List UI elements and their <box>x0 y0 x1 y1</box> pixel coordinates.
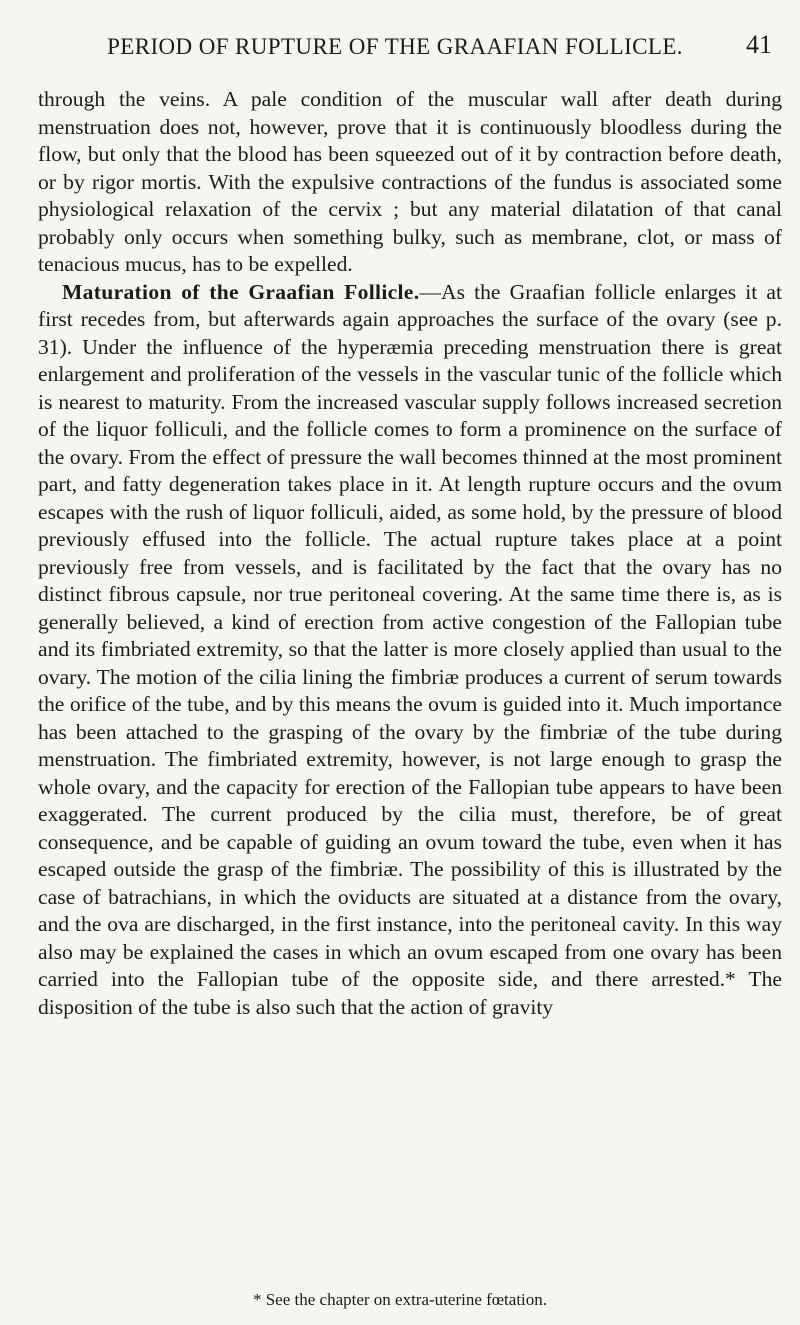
paragraph-2 <box>38 279 782 1022</box>
body-text <box>38 86 782 1021</box>
page-number: 41 <box>746 30 772 59</box>
running-title: PERIOD OF RUPTURE OF THE GRAAFIAN FOLLICLE. <box>107 34 683 59</box>
running-header <box>18 30 772 66</box>
paragraph-2-text: —As the Graafian follicle enlarges it at first recedes from, but afterwards again approaches the surface of the ovary (see p. 31). Under the influence of the hyperæmia preceding menstruation there is great enlargement and proliferation of the vessels in the vascular tunic of the follicle which is nearest to maturity. From the increased vascular supply follows increased secretion of the liquor folliculi, and the follicle comes to form a prominence on the surface of the ovary. From the effect of pressure the wall becomes thinned at the most prominent part, and fatty degeneration takes place in it. At length rupture occurs and the ovum escapes with the rush of liquor folliculi, aided, as some hold, by the pressure of blood previously effused into the follicle. The actual rupture takes place at a point previously free from vessels, and is facilitated by the fact that the ovary has no distinct fibrous capsule, nor true peritoneal covering. At the same time there is, as is generally believed, a kind of erection from active congestion of the Fallopian tube and its fimbriated extremity, so that the latter is more closely applied than usual to the ovary. The motion of the cilia lining the fimbriæ produces a current of serum towards the orifice of the tube, and by this means the ovum is guided into it. Much importance has been attached to the grasping of the ovary by the fimbriæ of the tube during menstruation. The fimbriated extremity, however, is not large enough to grasp the whole ovary, and the capacity for erection of the Fallopian tube appears to have been exaggerated. The current produced by the cilia must, therefore, be of great consequence, and be capable of guiding an ovum toward the tube, even when it has escaped outside the grasp of the fimbriæ. The possibility of this is illustrated by the case of batrachians, in which the oviducts are situated at a distance from the ovary, and the ova are discharged, in the first instance, into the peritoneal cavity. In this way also may be explained the cases in which an ovum escaped from one ovary has been carried into the Fallopian tube of the opposite side, and there arrested.* The disposition of the tube is also such that the action of gravity <box>38 279 782 1019</box>
footnote: * See the chapter on extra-uterine fœtation. <box>252 1290 548 1309</box>
paragraph-1 <box>38 86 782 279</box>
section-heading: Maturation of the Graafian Follicle. <box>62 279 420 304</box>
paragraph-1-text: through the veins. A pale condition of the muscular wall after death during menstruation does not, however, prove that it is continuously bloodless during the flow, but only that the blood has been squeezed out of it by contraction before death, or by rigor mortis. With the expulsive contractions of the fundus is associated some physiological relaxation of the cervix ; but any material dilatation of that canal probably only occurs when something bulky, such as membrane, clot, or mass of tenacious mucus, has to be expelled. <box>38 87 782 276</box>
